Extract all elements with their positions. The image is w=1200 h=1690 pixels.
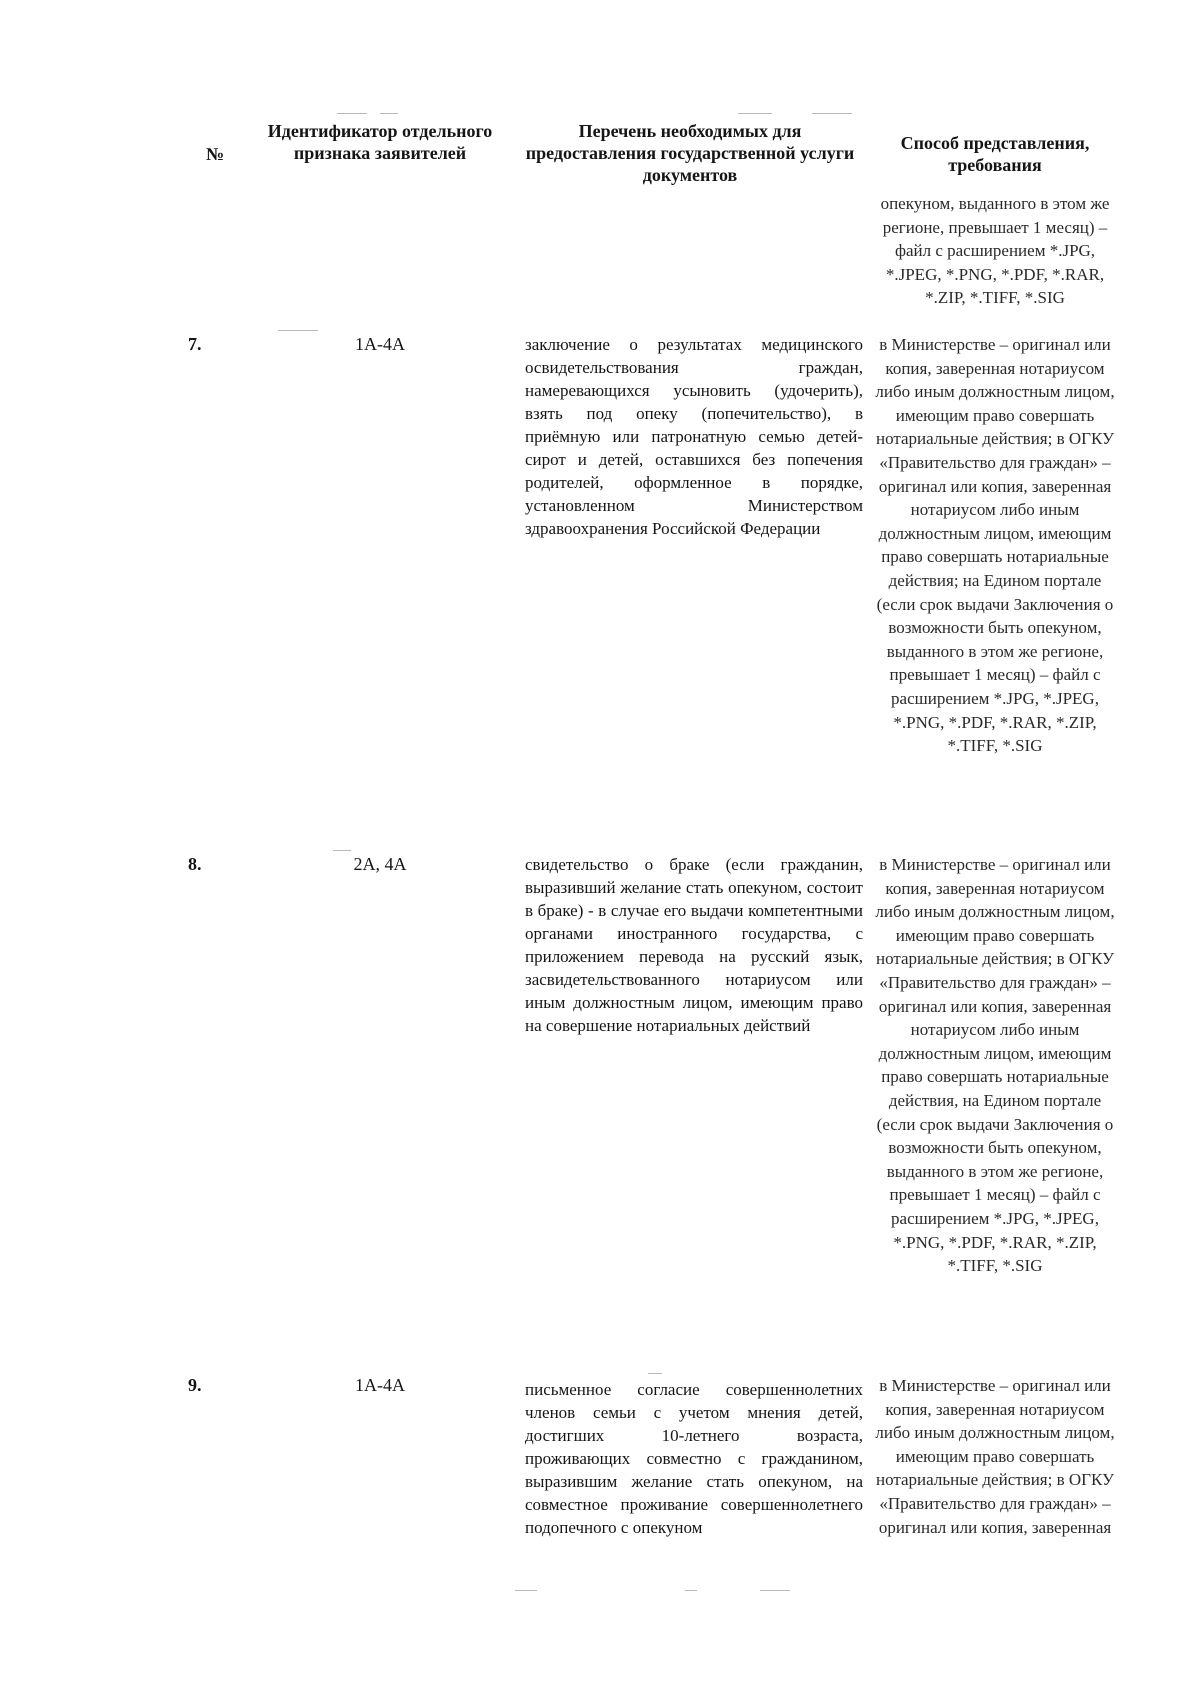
scan-mark	[380, 113, 398, 114]
row-method: в Министерстве – оригинал или копия, заверенная нотариусом либо иным должностным лицом, имеющим право совершать нотариальные действия; в ОГКУ «Правительство для граждан» – оригинал или копия, заверенная нотариусом либо иным должностным лицом, имеющим право совершать нотариальные действия, на Едином портале (если срок выдачи Заключения о возможности быть опекуном, выданного в этом же регионе, превышает 1 месяц) – файл с расширением *.JPG, *.JPEG, *.PNG, *.PDF, *.RAR, *.ZIP, *.TIFF, *.SIG	[875, 855, 1115, 1276]
header-identifier: Идентификатор отдельного признака заявителей	[267, 121, 493, 163]
scan-mark	[278, 330, 318, 331]
continued-method-text: опекуном, выданного в этом же регионе, превышает 1 месяц) – файл с расширением *.JPG, *.JPEG, *.PNG, *.PDF, *.RAR, *.ZIP, *.TIFF, *.SIG	[880, 194, 1110, 308]
row-method: в Министерстве – оригинал или копия, заверенная нотариусом либо иным должностным лицом, имеющим право совершать нотариальные действия; в ОГКУ «Правительство для граждан» – оригинал или копия, заверенная	[875, 1376, 1115, 1537]
scan-mark	[685, 1590, 697, 1591]
row-method: в Министерстве – оригинал или копия, заверенная нотариусом либо иным должностным лицом, имеющим право совершать нотариальные действия; в ОГКУ «Правительство для граждан» – оригинал или копия, заверенная нотариусом либо иным должностным лицом, имеющим право совершать нотариальные действия; на Едином портале (если срок выдачи Заключения о возможности быть опекуном, выданного в этом же регионе, превышает 1 месяц) – файл с расширением *.JPG, *.JPEG, *.PNG, *.PDF, *.RAR, *.ZIP, *.TIFF, *.SIG	[875, 335, 1115, 756]
row-document: письменное согласие совершеннолетних членов семьи с учетом мнения детей, достигших 10-летнего возраста, проживающих совместно с гражданином, выразившим желание стать опекуном, на совместное проживание совершеннолетнего подопечного с опекуном	[525, 1380, 863, 1537]
scan-mark	[333, 850, 351, 851]
row-identifier: 1А-4А	[355, 334, 405, 354]
row-identifier: 1А-4А	[355, 1375, 405, 1395]
header-number: №	[205, 144, 225, 164]
row-document: свидетельство о браке (если гражданин, выразивший желание стать опекуном, состоит в браке) - в случае его выдачи компетентными органами иностранного государства, с приложением перевода на русский язык, засвидетельствованного нотариусом или иным должностным лицом, имеющим право на совершение нотариальных действий	[525, 855, 863, 1035]
row-number: 9.	[188, 1375, 202, 1395]
scan-mark	[648, 1373, 662, 1374]
scan-mark	[812, 113, 852, 114]
scan-mark	[515, 1590, 537, 1591]
header-method: Способ представления, требования	[900, 133, 1090, 175]
row-number: 7.	[188, 334, 202, 354]
row-document: заключение о результатах медицинского освидетельствования граждан, намеревающихся усыновить (удочерить), взять под опеку (попечительство), в приёмную или патронатную семью детей-сирот и детей, оставшихся без попечения родителей, оформленное в порядке, установленном Министерством здравоохранения Российской Федерации	[525, 335, 863, 538]
scan-mark	[337, 113, 367, 114]
scan-mark	[738, 113, 772, 114]
row-number: 8.	[188, 854, 202, 874]
row-identifier: 2А, 4А	[353, 854, 407, 874]
continued-method-cell	[870, 192, 1120, 310]
scan-mark	[760, 1590, 790, 1591]
header-documents: Перечень необходимых для предоставления государственной услуги документов	[525, 121, 855, 185]
